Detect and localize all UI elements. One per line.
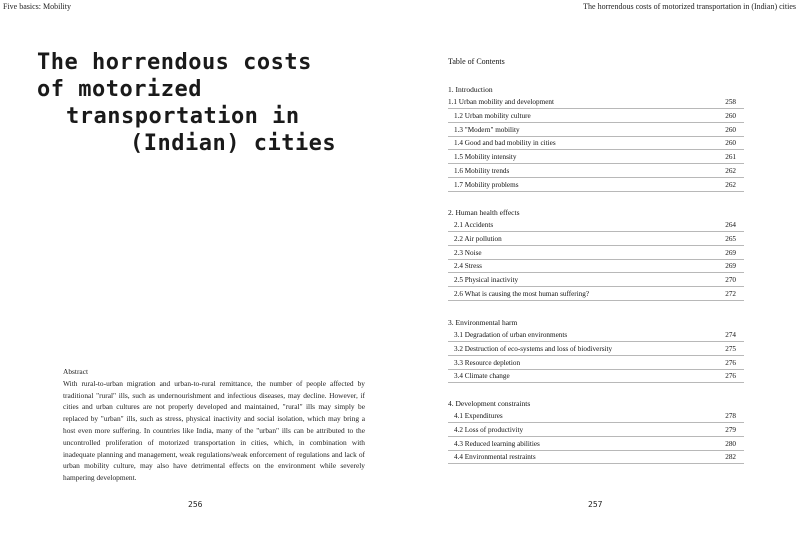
toc-entry[interactable] — [448, 233, 744, 246]
abstract-text: With rural-to-urban migration and urban-to-rural remittance, the number of people affected by traditional "rural" ills, such as undernourishment and infectious diseases, may decline. However, if cities and urban cultures are not properly developed and maintained, "rural" ills may simply be replaced by "urban" ills, such as stress, physical inactivity and social isolation, which may bring a host even more suffering. In countries like India, many of the "urban" ills can be attributed to the uncontrolled proliferation of motorized transportation in cities, which, in combination with inadequate planning and management, weak regulations/weak enforcement of regulations and lack of urban mobility culture, may also have detrimental effects on the environment while severely hampering development. — [63, 378, 365, 483]
toc-entry-page: 260 — [725, 111, 736, 120]
toc-entry[interactable] — [448, 451, 744, 464]
toc-entry[interactable] — [448, 288, 744, 301]
toc-entry-page: 276 — [725, 372, 736, 381]
toc-entry[interactable] — [448, 370, 744, 383]
toc-entry[interactable] — [448, 179, 744, 192]
toc-entry[interactable] — [448, 329, 744, 342]
toc-entry-page: 282 — [725, 453, 736, 462]
right-page — [400, 0, 800, 534]
toc-entry[interactable] — [448, 124, 744, 137]
toc-entry-label: 3.4 Climate change — [454, 372, 510, 381]
toc-entry[interactable] — [448, 274, 744, 287]
toc-entry[interactable] — [448, 357, 744, 370]
page-number-right: 257 — [588, 500, 603, 509]
toc-entry-label: 2.1 Accidents — [454, 221, 494, 229]
toc-entry-label: 1.7 Mobility problems — [454, 180, 519, 189]
toc-entry-label: 2.3 Noise — [454, 248, 482, 257]
toc-entry-label: 1.2 Urban mobility culture — [454, 111, 531, 120]
toc-entry-page: 261 — [725, 153, 736, 162]
toc-entry-label: 1.6 Mobility trends — [454, 167, 510, 175]
toc-entry-label: 2.2 Air pollution — [454, 234, 502, 243]
toc-entry-page: 280 — [725, 439, 736, 448]
toc-entry-label: 3.1 Degradation of urban environments — [454, 331, 568, 339]
toc-entry[interactable] — [448, 410, 744, 423]
toc-entry-rule — [448, 191, 744, 192]
toc-entry[interactable] — [448, 96, 744, 109]
toc-entry-label: 4.3 Reduced learning abilities — [454, 439, 540, 448]
toc-entry-page: 264 — [725, 221, 736, 229]
toc-entry-label: 2.4 Stress — [454, 262, 482, 271]
toc-entry-label: 1.1 Urban mobility and development — [448, 98, 554, 106]
toc-entry-page: 265 — [725, 234, 736, 243]
toc-entry[interactable] — [448, 438, 744, 451]
toc-entry[interactable] — [448, 137, 744, 150]
toc-entry[interactable] — [448, 219, 744, 232]
toc-entry-page: 269 — [725, 248, 736, 257]
toc-entry[interactable] — [448, 424, 744, 437]
abstract — [63, 366, 365, 484]
running-head-right: The horrendous costs of motorized transportation in (Indian) cities — [583, 2, 796, 11]
toc-entry-page: 260 — [725, 125, 736, 134]
toc-entry-label: 4.1 Expenditures — [454, 412, 503, 420]
toc-entry-page: 279 — [725, 425, 736, 434]
page-number-left: 256 — [188, 500, 203, 509]
toc-entry[interactable] — [448, 343, 744, 356]
toc-entry-page: 269 — [725, 262, 736, 271]
toc-entry-rule — [448, 382, 744, 383]
toc-entry[interactable] — [448, 165, 744, 178]
toc-entry-rule — [448, 300, 744, 301]
chapter-title-line-4: (Indian) cities — [130, 131, 337, 156]
toc-section-heading: 2. Human health effects — [448, 208, 520, 217]
toc-entry-label: 4.2 Loss of productivity — [454, 425, 524, 434]
toc-entry-label: 1.4 Good and bad mobility in cities — [454, 139, 556, 148]
toc-entry-page: 270 — [725, 276, 736, 285]
toc-entry-page: 272 — [725, 290, 736, 298]
toc-entry-page: 258 — [725, 98, 736, 106]
toc-entry-page: 262 — [725, 180, 736, 189]
toc-entry[interactable] — [448, 247, 744, 260]
toc-entry-label: 1.3 "Modern" mobility — [454, 125, 520, 134]
toc-entry-page: 260 — [725, 139, 736, 148]
toc-entry-label: 2.6 What is causing the most human suffering? — [454, 290, 590, 298]
toc-entry[interactable] — [448, 260, 744, 273]
toc-section-heading: 3. Environmental harm — [448, 318, 518, 327]
toc-entry-label: 1.5 Mobility intensity — [454, 153, 517, 162]
running-head-left: Five basics: Mobility — [3, 2, 71, 11]
toc-entry-rule — [448, 463, 744, 464]
toc-entry-page: 262 — [725, 167, 736, 175]
toc-section-heading: 4. Development constraints — [448, 399, 531, 408]
toc-entry[interactable] — [448, 151, 744, 164]
toc-entry[interactable] — [448, 110, 744, 123]
toc-entry-label: 3.2 Destruction of eco-systems and loss of biodiversity — [454, 344, 613, 353]
toc-entry-label: 2.5 Physical inactivity — [454, 276, 519, 285]
abstract-heading: Abstract — [63, 367, 89, 376]
toc-entry-page: 278 — [725, 412, 736, 420]
chapter-title-line-3: transportation in — [66, 104, 300, 129]
chapter-title-line-2: of motorized — [37, 77, 202, 102]
toc-section-heading: 1. Introduction — [448, 85, 493, 94]
toc-entry-page: 276 — [725, 358, 736, 367]
toc-entry-page: 275 — [725, 344, 736, 353]
toc-entry-page: 274 — [725, 331, 736, 339]
toc-entry-label: 3.3 Resource depletion — [454, 358, 521, 367]
toc-entry-label: 4.4 Environmental restraints — [454, 453, 536, 462]
chapter-title-line-1: The horrendous costs — [37, 50, 312, 75]
toc-title: Table of Contents — [448, 57, 505, 66]
